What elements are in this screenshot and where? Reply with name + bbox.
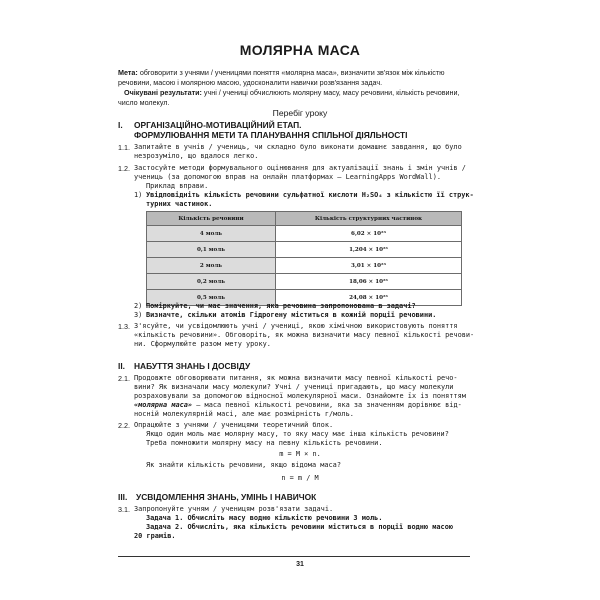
results-text-1: учні / учениці обчислюють молярну масу, масу речовини, кількість речовини, xyxy=(203,88,460,97)
item-2-1-line-1: Продовжте обговорювати питання, як можна визначити масу певної кількості речо- xyxy=(134,374,458,382)
results-label: Очікувані результати: xyxy=(124,88,202,97)
item-2-1-line-4 xyxy=(134,401,462,410)
goal-label: Мета: xyxy=(118,68,138,77)
item-1-3-number: 1.3. xyxy=(118,322,130,331)
item-2-1-line-4-rest: — маса певної кількості речовини, яка за значенням дорівнює від- xyxy=(192,401,462,409)
section-2-number: II. xyxy=(118,361,125,371)
table-row xyxy=(147,242,462,258)
item-2-2-line-1: Опрацюйте з учнями / ученицями теоретичний блок. xyxy=(134,421,334,429)
goal-line-1 xyxy=(118,68,445,77)
molar-mass-term: «молярна маса» xyxy=(134,401,193,409)
item-1-1-line-2: незрозуміло, що вдалося легко. xyxy=(134,152,259,160)
table-row xyxy=(147,274,462,290)
item-2-2-line-3: Треба помножити молярну масу на певну кількість речовини. xyxy=(146,439,383,447)
item-2-2-number: 2.2. xyxy=(118,421,130,430)
table-header-particles: Кількість структурних частинок xyxy=(276,212,462,226)
section-2-title: НАБУТТЯ ЗНАНЬ І ДОСВІДУ xyxy=(134,361,251,371)
item-3-1-line-1: Запропонуйте учням / ученицям розв'язати задачі. xyxy=(134,505,334,513)
formula-mass: m = M × n. xyxy=(279,450,321,458)
item-1-3-line-1: З'ясуйте, чи усвідомлюють учні / учениці, якою хімічною використовують поняття xyxy=(134,322,458,330)
course-heading: Перебіг уроку xyxy=(272,108,328,118)
item-3-1-line-2: Задача 1. Обчисліть масу водню кількістю речовини 3 моль. xyxy=(146,514,383,522)
sub-3-number: 3) xyxy=(134,311,143,319)
item-2-2-line-2: Якщо один моль має молярну масу, то яку масу має інша кількість речовини? xyxy=(146,430,449,438)
item-2-1-line-3: розраховували за допомогою відносної молекулярної маси. Ознайомте їх із поняттям xyxy=(134,392,466,400)
sub-1-line-1: Увідповідніть кількість речовини сульфатної кислоти H₂SO₄ з кількістю її струк- xyxy=(146,191,474,199)
table-cell-particles: 18,06 × 10²³ xyxy=(276,274,462,290)
footer-divider xyxy=(118,556,470,557)
table-header-quantity: Кількість речовини xyxy=(147,212,276,226)
results-line-1 xyxy=(124,88,460,97)
item-1-3-line-3: ни. Сформулюйте разом мету уроку. xyxy=(134,340,271,348)
goal-text-1: обговорити з учнями / ученицями поняття «молярна маса», визначити зв'язок між кількістю xyxy=(139,68,445,77)
sub-2-number: 2) xyxy=(134,302,143,310)
item-2-2-line-4: Як знайти кількість речовини, якщо відома маса? xyxy=(146,461,341,469)
sub-1-line-2: турних частинок. xyxy=(146,200,213,208)
sub-1-number: 1) xyxy=(134,191,143,199)
item-2-1-number: 2.1. xyxy=(118,374,130,383)
sub-3-text: Визначте, скільки атомів Гідрогену міститься в кожній порції речовини. xyxy=(146,311,437,319)
item-1-1-line-1: Запитайте в учнів / учениць, чи складно було виконати домашнє завдання, що було xyxy=(134,143,462,151)
section-3-title: УСВІДОМЛЕННЯ ЗНАНЬ, УМІНЬ І НАВИЧОК xyxy=(136,492,317,502)
item-1-2-line-2: учениць (за допомогою вправ на онлайн платформах — LearningApps WordWall). xyxy=(134,173,441,181)
item-3-1-number: 3.1. xyxy=(118,505,130,514)
table-row xyxy=(147,226,462,242)
item-2-1-line-5: носній молекулярній масі, але має розмірність г/моль. xyxy=(134,410,354,418)
item-3-1-line-3: Задача 2. Обчисліть, яка кількість речовини міститься в порції водню масою xyxy=(146,523,453,531)
item-1-3-line-2: «кількість речовини». Обговоріть, як можна визначити масу певної кількості речови- xyxy=(134,331,475,339)
page-title: МОЛЯРНА МАСА xyxy=(239,42,361,58)
item-1-2-number: 1.2. xyxy=(118,164,130,173)
page-number: 31 xyxy=(296,561,304,568)
table-cell-particles: 6,02 × 10²³ xyxy=(276,226,462,242)
table-cell-particles: 24,08 × 10²³ xyxy=(276,290,462,306)
item-1-2-line-1: Застосуйте методи формувального оцінювання для актуалізації знань і змін учнів / xyxy=(134,164,466,172)
table-row xyxy=(147,258,462,274)
sub-2-text: Поміркуйте, чи має значення, яка речовина запропонована в задачі? xyxy=(146,302,416,310)
table-cell-particles: 1,204 × 10²³ xyxy=(276,242,462,258)
item-3-1-line-4: 20 грамів. xyxy=(134,532,176,540)
table-header-row xyxy=(147,212,462,226)
table-cell-quantity: 2 моль xyxy=(147,258,276,274)
matching-table xyxy=(146,211,462,306)
table-cell-quantity: 0,2 моль xyxy=(147,274,276,290)
formula-amount: n = m / M xyxy=(281,474,319,482)
section-3-number: III. xyxy=(118,492,128,502)
section-1-title-2: ФОРМУЛЮВАННЯ МЕТИ ТА ПЛАНУВАННЯ СПІЛЬНОЇ ДІЯЛЬНОСТІ xyxy=(134,130,408,140)
table-cell-particles: 3,01 × 10²³ xyxy=(276,258,462,274)
item-1-2-line-3: Приклад вправи. xyxy=(146,182,209,190)
section-1-title-1: ОРГАНІЗАЦІЙНО-МОТИВАЦІЙНИЙ ЕТАП. xyxy=(134,120,302,130)
section-1-number: I. xyxy=(118,120,123,130)
results-text-2: число молекул. xyxy=(118,98,170,107)
item-2-1-line-2: вини? Як визначали масу молекули? Учні / учениці пригадають, що масу молекули xyxy=(134,383,454,391)
table-cell-quantity: 0,5 моль xyxy=(147,290,276,306)
table-cell-quantity: 4 моль xyxy=(147,226,276,242)
table-cell-quantity: 0,1 моль xyxy=(147,242,276,258)
item-1-1-number: 1.1. xyxy=(118,143,130,152)
goal-text-2: речовини, масою і молярною масою, удосконалити навички розв'язання задач. xyxy=(118,78,383,87)
